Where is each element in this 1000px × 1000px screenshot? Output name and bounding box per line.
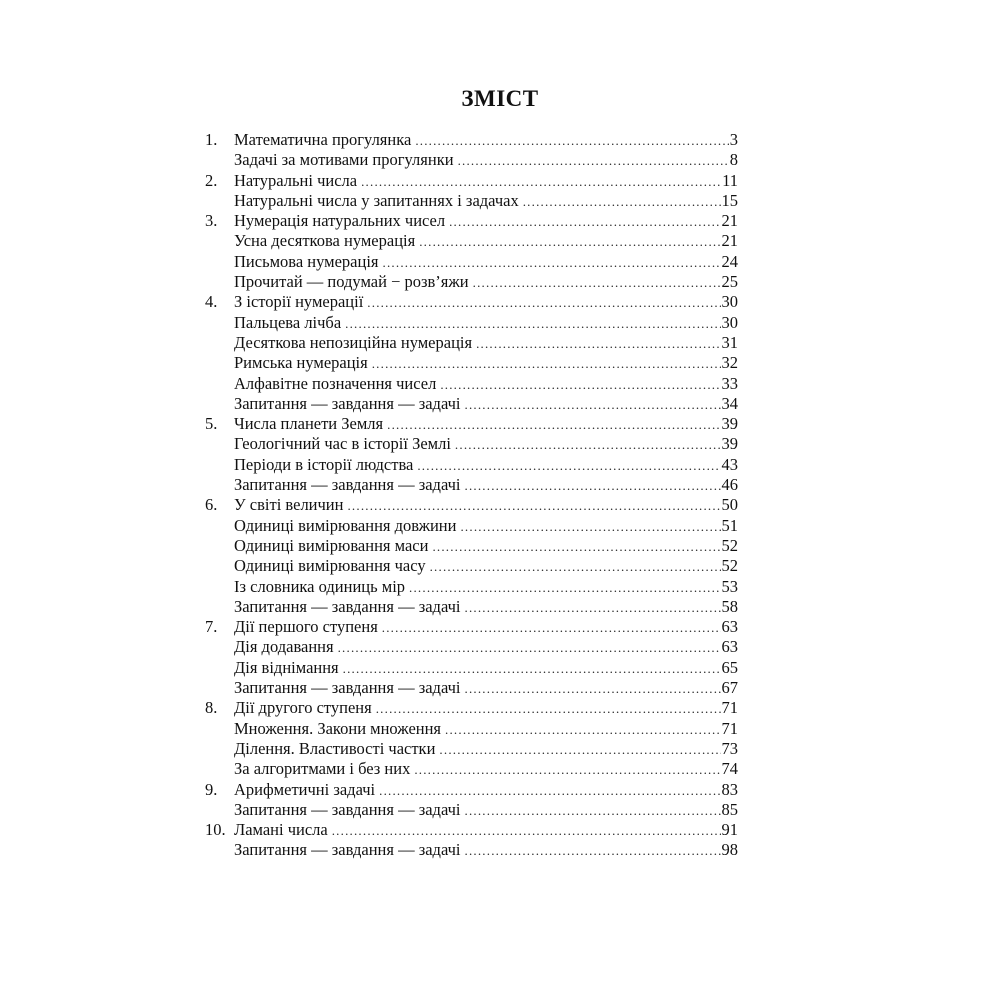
- toc-entry: [205, 252, 738, 272]
- toc-entry-page: 21: [721, 211, 738, 231]
- toc-dot-leader: [419, 232, 720, 252]
- toc-entry-page: 85: [721, 799, 738, 819]
- toc-dot-leader: [432, 537, 720, 557]
- toc-entry: [205, 719, 738, 739]
- toc-entry-title: Письмова нумерація: [234, 251, 379, 271]
- toc-dot-leader: [465, 679, 721, 699]
- toc-dot-leader: [460, 517, 720, 537]
- toc-dot-leader: [465, 476, 721, 496]
- toc-entry-page: 24: [721, 251, 738, 271]
- toc-entry-page: 25: [721, 272, 738, 292]
- toc-dot-leader: [372, 354, 721, 374]
- toc-entry: [205, 739, 738, 759]
- toc-dot-leader: [465, 841, 721, 861]
- toc-entry-title: Запитання — завдання — задачі: [234, 596, 461, 616]
- toc-entry-page: 74: [721, 759, 738, 779]
- toc-entry-title: Натуральні числа: [234, 170, 358, 190]
- toc-dot-leader: [338, 638, 721, 658]
- toc-entry-title: Арифметичні задачі: [234, 779, 376, 799]
- toc-entry: [205, 577, 738, 597]
- toc-entry: [205, 150, 738, 170]
- toc-dot-leader: [414, 760, 720, 780]
- toc-entry-page: 73: [721, 738, 738, 758]
- toc-dot-leader: [367, 293, 720, 313]
- toc-dot-leader: [361, 172, 721, 192]
- toc-entry-page: 63: [721, 637, 738, 657]
- toc-entry: [205, 800, 738, 820]
- toc-entry-page: 52: [721, 535, 738, 555]
- toc-dot-leader: [440, 375, 720, 395]
- toc-entry-title: Математична прогулянка: [234, 130, 412, 149]
- toc-entry-number: 9.: [205, 779, 218, 799]
- toc-entry-title: Нумерація натуральних чисел: [234, 211, 446, 231]
- toc-entry-title: Множення. Закони множення: [234, 718, 442, 738]
- toc-entry-number: 6.: [205, 495, 218, 515]
- toc-entry: [205, 556, 738, 576]
- toc-entry-page: 39: [721, 434, 738, 454]
- toc-entry-page: 31: [721, 332, 738, 352]
- toc-entry: [205, 698, 738, 718]
- toc-dot-leader: [465, 801, 721, 821]
- toc-entry-title: Задачі за мотивами прогулянки: [234, 150, 454, 170]
- toc-entry-number: 1.: [205, 130, 218, 149]
- toc-entry-page: 30: [721, 292, 738, 312]
- toc-entry: [205, 637, 738, 657]
- toc-dot-leader: [430, 557, 721, 577]
- toc-dot-leader: [473, 273, 721, 293]
- toc-entry-number: 5.: [205, 414, 218, 434]
- toc-entry-title: Запитання — завдання — задачі: [234, 840, 461, 860]
- toc-entry-page: 33: [721, 373, 738, 393]
- toc-entry: [205, 353, 738, 373]
- toc-entry-title: Запитання — завдання — задачі: [234, 678, 461, 698]
- toc-entry-title: Ділення. Властивості частки: [234, 738, 436, 758]
- toc-entry-page: 83: [721, 779, 738, 799]
- toc-entry: [205, 272, 738, 292]
- toc-entry: [205, 455, 738, 475]
- toc-entry-title: Числа планети Земля: [234, 414, 384, 434]
- toc-entry: [205, 292, 738, 312]
- toc-dot-leader: [387, 415, 720, 435]
- toc-entry-page: 50: [721, 495, 738, 515]
- toc-entry: [205, 617, 738, 637]
- toc-dot-leader: [415, 131, 728, 151]
- toc-entry-page: 30: [721, 312, 738, 332]
- toc-dot-leader: [455, 435, 721, 455]
- toc-dot-leader: [382, 618, 721, 638]
- toc-entry: [205, 313, 738, 333]
- toc-entry-title: Періоди в історії людства: [234, 454, 414, 474]
- toc-entry-title: Одиниці вимірювання маси: [234, 535, 429, 555]
- toc-entry: [205, 130, 738, 150]
- toc-entry-page: 46: [721, 475, 738, 495]
- toc-dot-leader: [523, 192, 721, 212]
- toc-entry-page: 39: [721, 414, 738, 434]
- toc-entry-title: З історії нумерації: [234, 292, 364, 312]
- toc-entry-title: Геологічний час в історії Землі: [234, 434, 451, 454]
- toc-dot-leader: [417, 456, 720, 476]
- toc-entry-page: 98: [721, 840, 738, 860]
- toc-entry: [205, 475, 738, 495]
- toc-dot-leader: [379, 781, 720, 801]
- toc-dot-leader: [343, 659, 721, 679]
- toc-entry-title: Пальцева лічба: [234, 312, 342, 332]
- toc-entry-page: 34: [721, 393, 738, 413]
- toc-entry: [205, 414, 738, 434]
- toc-entry: [205, 658, 738, 678]
- toc-entry-page: 53: [721, 576, 738, 596]
- toc-dot-leader: [449, 212, 720, 232]
- toc-entry-title: Десяткова непозиційна нумерація: [234, 332, 473, 352]
- toc-entry-title: Дія додавання: [234, 637, 334, 657]
- toc-entry-number: 2.: [205, 170, 218, 190]
- toc-entry-number: 8.: [205, 698, 218, 718]
- toc-entry-title: Ламані числа: [234, 820, 328, 840]
- toc-entry-page: 71: [721, 718, 738, 738]
- toc-entry-title: Запитання — завдання — задачі: [234, 799, 461, 819]
- toc-entry: [205, 171, 738, 191]
- toc-entry-title: Дія віднімання: [234, 657, 339, 677]
- toc-dot-leader: [458, 151, 729, 171]
- toc-entry-title: Одиниці вимірювання часу: [234, 556, 426, 576]
- toc-entry: [205, 495, 738, 515]
- toc-dot-leader: [465, 598, 721, 618]
- toc-entry-title: У світі величин: [234, 495, 344, 515]
- page-title: ЗМІСТ: [461, 86, 539, 111]
- toc-dot-leader: [332, 821, 721, 841]
- toc-entry-title: Римська нумерація: [234, 353, 368, 373]
- toc-entry-title: Запитання — завдання — задачі: [234, 393, 461, 413]
- toc-entry-page: 51: [721, 515, 738, 535]
- toc-entry-number: 3.: [205, 211, 218, 231]
- toc-entry-page: 8: [729, 150, 738, 170]
- toc-dot-leader: [376, 699, 721, 719]
- toc-entry-title: Дії першого ступеня: [234, 617, 378, 637]
- toc-entry-page: 3: [729, 130, 738, 149]
- toc-dot-leader: [345, 314, 720, 334]
- toc-entry-page: 15: [721, 190, 738, 210]
- toc-entry-page: 63: [721, 617, 738, 637]
- toc-dot-leader: [445, 720, 720, 740]
- toc-entry: [205, 516, 738, 536]
- toc-entry-page: 91: [721, 820, 738, 840]
- toc-dot-leader: [465, 395, 721, 415]
- toc-entry-title: За алгоритмами і без них: [234, 759, 411, 779]
- toc-entry-page: 21: [721, 231, 738, 251]
- toc-entry: [205, 597, 738, 617]
- toc-entry: [205, 231, 738, 251]
- toc-entry: [205, 191, 738, 211]
- toc-entry-page: 71: [721, 698, 738, 718]
- toc-dot-leader: [347, 496, 720, 516]
- toc-entry-title: Одиниці вимірювання довжини: [234, 515, 457, 535]
- toc-entry-number: 10.: [205, 820, 226, 840]
- toc-entry: [205, 434, 738, 454]
- table-of-contents: [205, 130, 738, 861]
- toc-entry-number: 7.: [205, 617, 218, 637]
- toc-entry-page: 52: [721, 556, 738, 576]
- toc-entry: [205, 759, 738, 779]
- toc-entry-number: 4.: [205, 292, 218, 312]
- toc-entry-page: 43: [721, 454, 738, 474]
- toc-entry: [205, 333, 738, 353]
- toc-entry: [205, 820, 738, 840]
- toc-entry-title: Усна десяткова нумерація: [234, 231, 416, 251]
- toc-entry-page: 32: [721, 353, 738, 373]
- toc-entry: [205, 678, 738, 698]
- toc-entry-title: Дії другого ступеня: [234, 698, 372, 718]
- toc-entry-page: 65: [721, 657, 738, 677]
- toc-entry-page: 58: [721, 596, 738, 616]
- toc-entry: [205, 536, 738, 556]
- toc-entry-title: Алфавітне позначення чисел: [234, 373, 437, 393]
- toc-entry-title: Натуральні числа у запитаннях і задачах: [234, 190, 519, 210]
- toc-entry: [205, 394, 738, 414]
- toc-entry: [205, 840, 738, 860]
- toc-entry-title: Прочитай — подумай − розв’яжи: [234, 272, 469, 292]
- toc-dot-leader: [383, 253, 721, 273]
- toc-entry: [205, 211, 738, 231]
- toc-entry: [205, 780, 738, 800]
- toc-entry-title: Запитання — завдання — задачі: [234, 475, 461, 495]
- toc-entry-page: 11: [722, 170, 738, 190]
- toc-entry-title: Із словника одиниць мір: [234, 576, 406, 596]
- toc-dot-leader: [409, 578, 720, 598]
- toc-entry-page: 67: [721, 678, 738, 698]
- toc-dot-leader: [476, 334, 720, 354]
- toc-dot-leader: [439, 740, 720, 760]
- toc-entry: [205, 374, 738, 394]
